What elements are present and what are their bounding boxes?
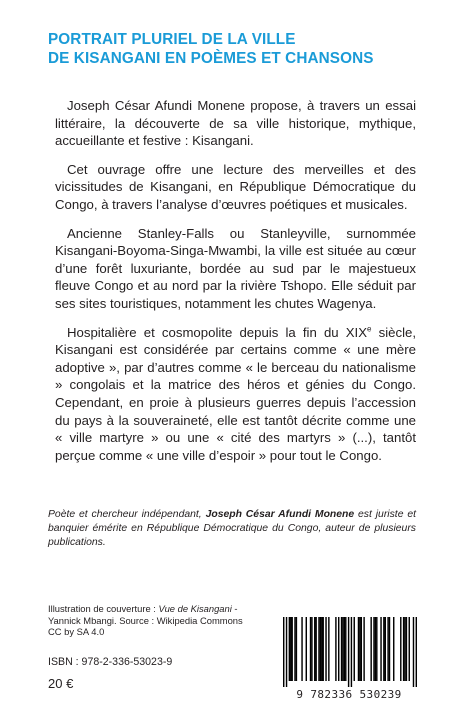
barcode-bar xyxy=(335,617,336,681)
author-bio xyxy=(48,508,416,551)
barcode-bar xyxy=(306,617,307,681)
barcode-bar xyxy=(296,617,297,681)
barcode-bar xyxy=(404,617,405,681)
barcode-bar xyxy=(348,617,349,687)
barcode-bar xyxy=(341,617,342,681)
barcode-bar xyxy=(294,617,295,681)
barcode-bar xyxy=(389,617,390,681)
credit-source: - Yannick Mbangi. Source : Wikipedia Commons xyxy=(48,603,243,626)
book-title xyxy=(48,30,418,68)
century-superscript: e xyxy=(367,324,372,334)
barcode-bar xyxy=(373,617,374,681)
barcode-bar xyxy=(344,617,345,681)
barcode-bar xyxy=(358,617,359,681)
summary-paragraph-2: Cet ouvrage offre une lecture des merveilles et des vicissitudes de Kisangani, en République Démocratique du Congo, à travers l’analyse d’œuvres poétiques et musicales. xyxy=(55,161,416,212)
p4-end: siècle, Kisangani est considérée par certains comme « une mère adoptive », par d’autres comme « le berceau du nationalisme » congolais et la matrice des héros et génies du Congo. Cependant, en proie à plusieurs guerres depuis l’accession du pays à la souveraineté, elle est tantôt décrite comme une « ville martyre » ou une « cité des martyrs » (...), tantôt perçue comme « une ville d’espoir » pour tout le Congo. xyxy=(55,324,416,463)
summary-paragraph-1: Joseph César Afundi Monene propose, à travers un essai littéraire, la découverte de sa ville historique, mythique, accueillante et festive : Kisangani. xyxy=(55,98,416,149)
author-name: Joseph César Afundi Monene xyxy=(205,509,355,520)
cover-illustration-credit xyxy=(48,603,268,638)
barcode-bar xyxy=(325,617,326,681)
barcode-bar xyxy=(283,617,284,687)
barcode-bar xyxy=(387,617,388,681)
barcode-bar xyxy=(342,617,343,681)
barcode-digits: 9 782336 530239 xyxy=(296,688,402,701)
credit-work-title: Vue de Kisangani xyxy=(158,603,232,614)
barcode-bar xyxy=(286,617,287,687)
barcode-bar xyxy=(354,617,355,681)
barcode-bar xyxy=(375,617,376,681)
bio-end: est juriste et banquier émérite en République Démocratique du Congo, auteur de plusieurs publications. xyxy=(48,509,416,549)
barcode-bar xyxy=(406,617,407,681)
barcode-bar xyxy=(322,617,323,681)
summary-paragraph-4 xyxy=(55,324,416,465)
barcode-bar xyxy=(290,617,291,681)
barcode-bar xyxy=(301,617,302,681)
p4-start: Hospitalière et cosmopolite depuis la fin du XIX xyxy=(67,324,368,340)
barcode-bar xyxy=(361,617,362,681)
credit-license: CC by SA 4.0 xyxy=(48,626,105,638)
barcode-bar xyxy=(380,617,381,681)
barcode-bar xyxy=(409,617,410,681)
title-line-2: DE KISANGANI EN POÈMES ET CHANSONS xyxy=(48,50,374,67)
barcode-bar xyxy=(315,617,316,681)
barcode-bar xyxy=(393,617,394,681)
barcode-bar xyxy=(383,617,384,681)
credit-label: Illustration de couverture : xyxy=(48,603,159,614)
barcode-bar xyxy=(363,617,364,681)
barcode-bar xyxy=(359,617,360,681)
title-line-1: PORTRAIT PLURIEL DE LA VILLE xyxy=(48,31,296,48)
barcode-bar xyxy=(311,617,312,681)
summary-text xyxy=(55,97,416,475)
bio-start: Poète et chercheur indépendant, xyxy=(48,509,206,520)
barcode-bar xyxy=(328,617,329,681)
barcode-bar xyxy=(370,617,371,681)
barcode-bar xyxy=(376,617,377,681)
barcode-bar xyxy=(351,617,352,687)
barcode-bar xyxy=(310,617,311,681)
barcode-bar xyxy=(321,617,322,681)
barcode-bar xyxy=(385,617,386,681)
isbn: ISBN : 978-2-336-53023-9 xyxy=(48,656,173,668)
barcode-bar xyxy=(413,617,414,687)
barcode-bar xyxy=(416,617,417,687)
barcode-bar xyxy=(345,617,346,681)
barcode-bar xyxy=(318,617,319,681)
barcode-bar xyxy=(403,617,404,681)
barcode-bar xyxy=(314,617,315,681)
barcode-image xyxy=(283,617,417,687)
barcode-bar xyxy=(289,617,290,681)
summary-paragraph-3: Ancienne Stanley-Falls ou Stanleyville, surnommée Kisangani-Boyoma-Singa-Mwambi, la ville est située au cœur d’une forêt luxuriante, bordée au sud par le majestueux fleuve Congo et au nord par la rivière Tshopo. Elle séduit par ses sites touristiques, notamment les chutes Wagenya. xyxy=(55,225,416,311)
price: 20 € xyxy=(48,676,74,691)
barcode-bar xyxy=(400,617,401,681)
barcode-bar xyxy=(338,617,339,681)
barcode-bar xyxy=(320,617,321,681)
barcode-bar xyxy=(291,617,292,681)
